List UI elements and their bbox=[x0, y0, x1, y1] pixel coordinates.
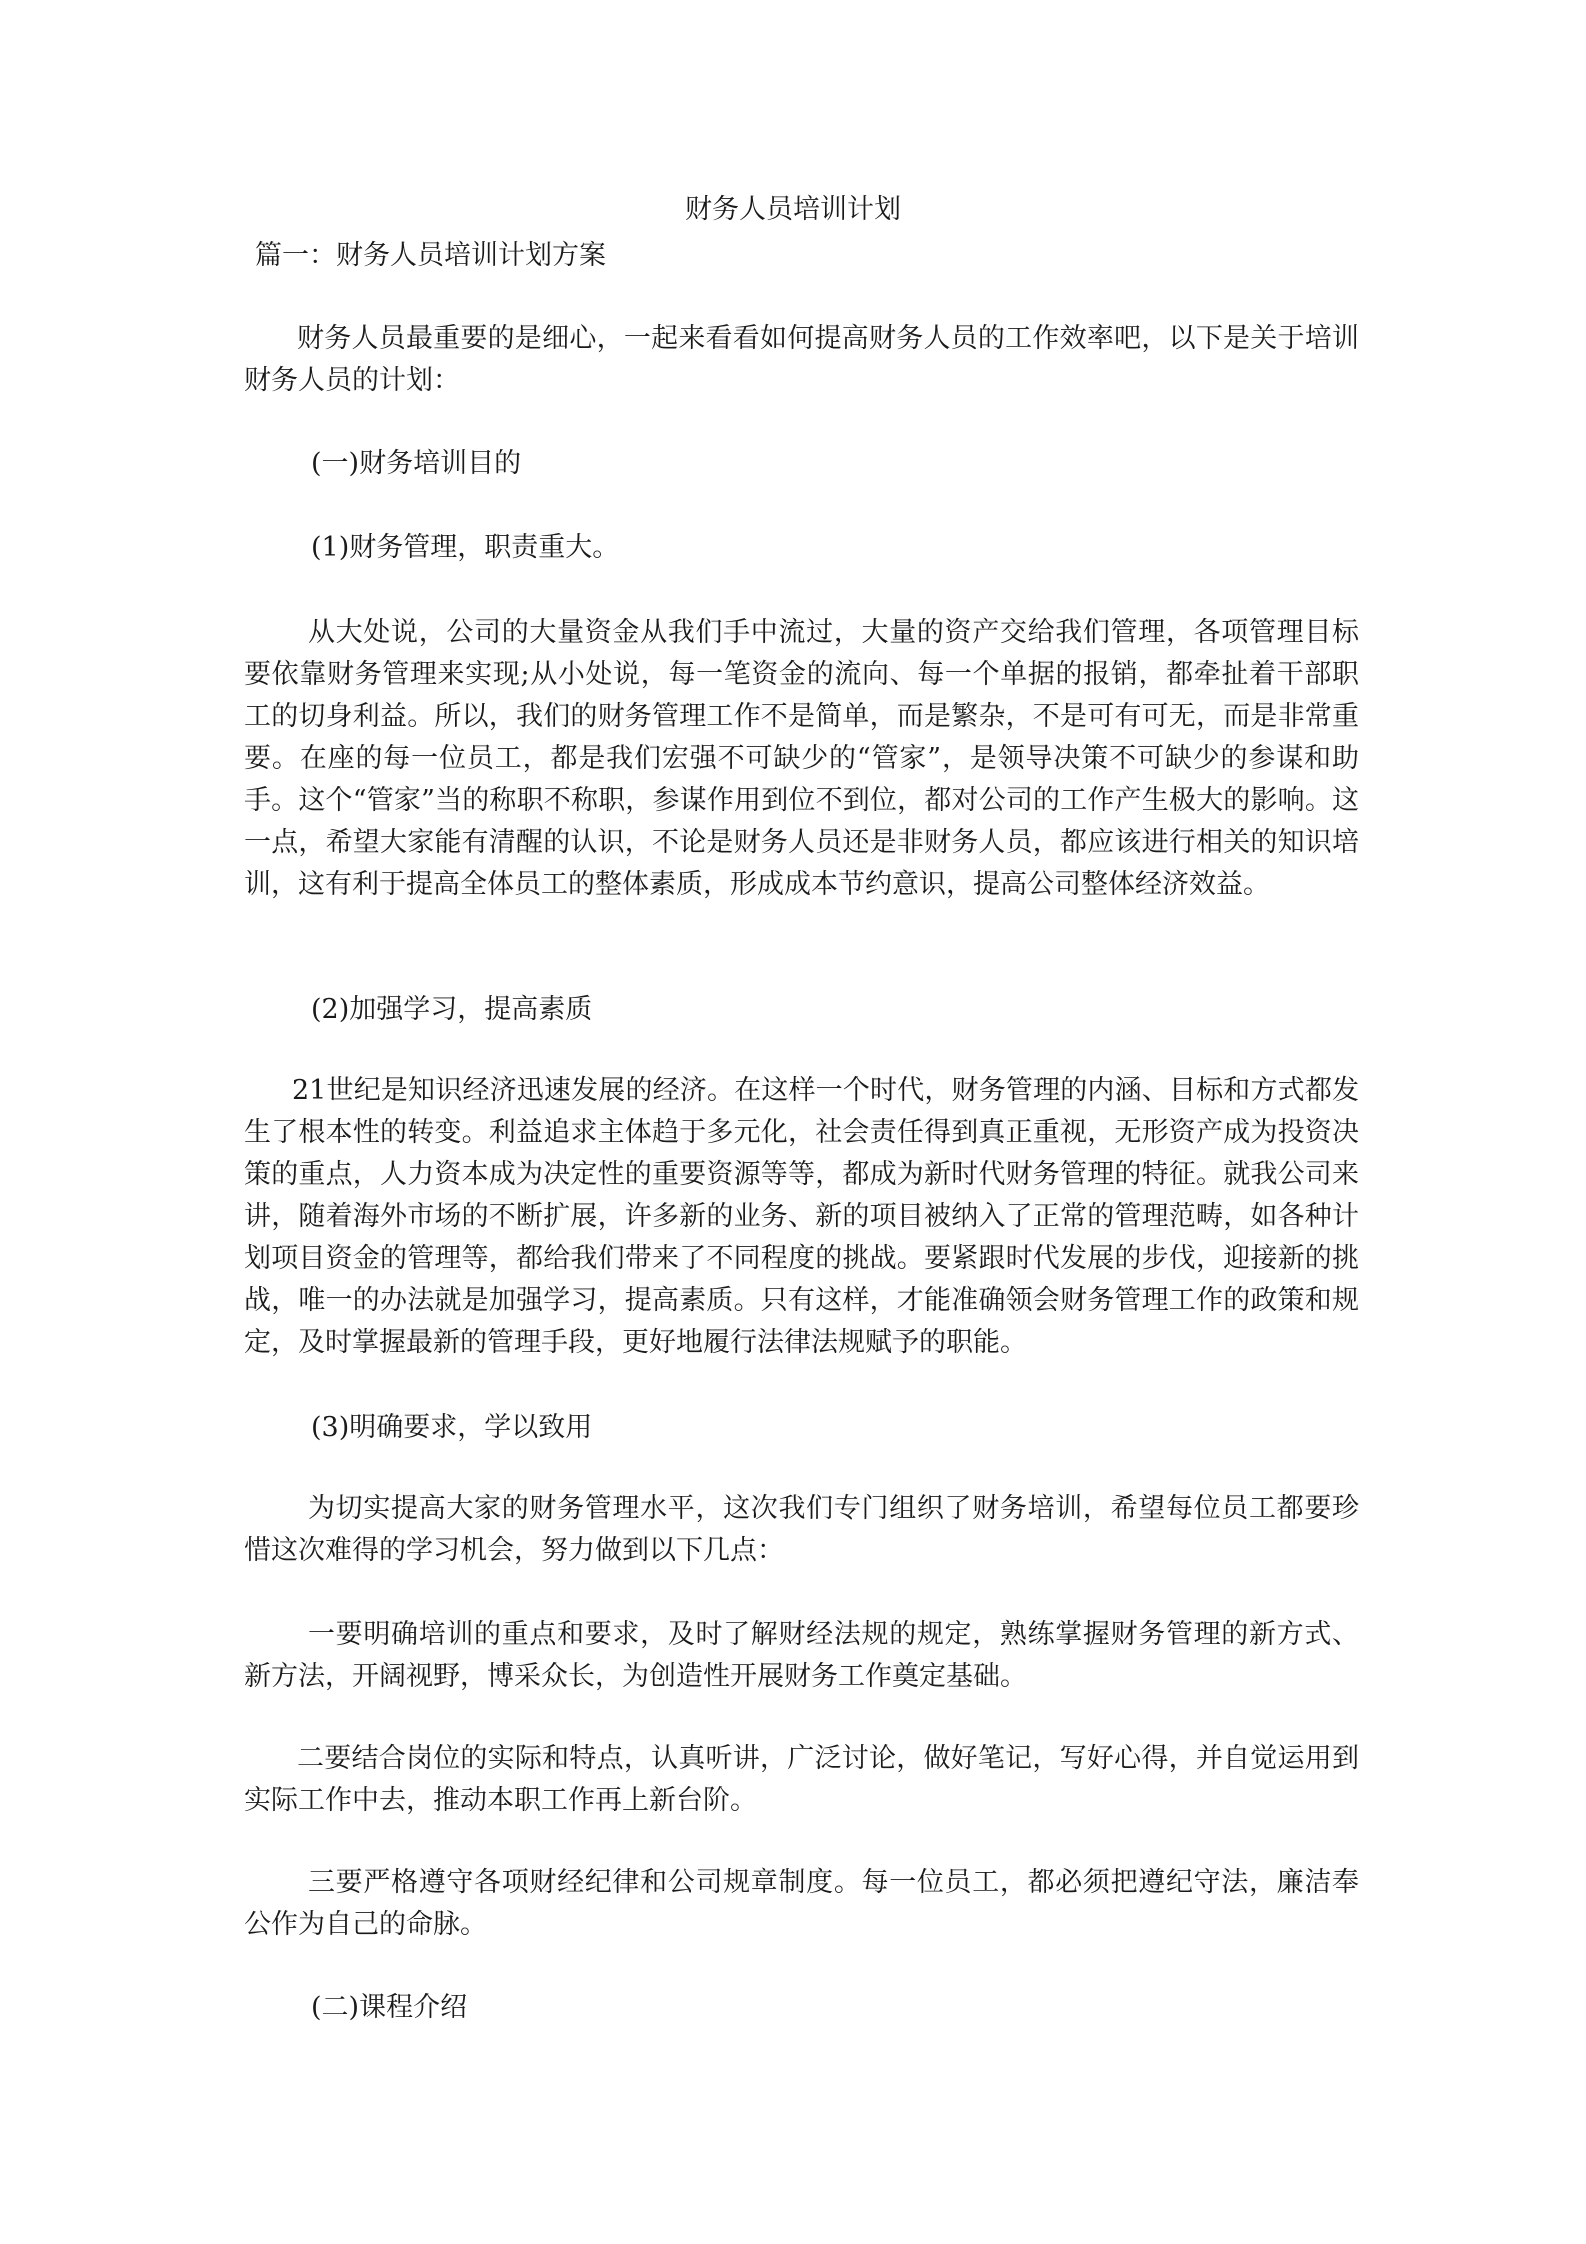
point-body-2: 21世纪是知识经济迅速发展的经济。在这样一个时代，财务管理的内涵、目标和方式都发生了根本性的转变。利益追求主体趋于多元化，社会责任得到真正重视，无形资产成为投资决策的重点，人力资本成为决定性的重要资源等等，都成为新时代财务管理的特征。就我公司来讲，随着海外市场的不断扩展，许多新的业务、新的项目被纳入了正常的管理范畴，如各种计划项目资金的管理等，都给我们带来了不同程度的挑战。要紧跟时代发展的步伐，迎接新的挑战，唯一的办法就是加强学习，提高素质。只有这样，才能准确领会财务管理工作的政策和规定，及时掌握最新的管理手段，更好地履行法律法规赋予的职能。 bbox=[244, 1075, 1359, 1358]
requirement-2: 二要结合岗位的实际和特点，认真听讲，广泛讨论，做好笔记，写好心得，并自觉运用到实际工作中去，推动本职工作再上新台阶。 bbox=[244, 1743, 1359, 1816]
document-title: 财务人员培训计划 bbox=[685, 194, 901, 225]
document-subtitle: 篇一：财务人员培训计划方案 bbox=[255, 240, 606, 271]
point-heading-2: (2)加强学习，提高素质 bbox=[311, 994, 593, 1025]
section-heading-courses: (二)课程介绍 bbox=[311, 1992, 468, 2023]
point-heading-1: (1)财务管理，职责重大。 bbox=[311, 532, 620, 563]
point-body-1: 从大处说，公司的大量资金从我们手中流过，大量的资产交给我们管理，各项管理目标要依靠财务管理来实现;从小处说，每一笔资金的流向、每一个单据的报销，都牵扯着干部职工的切身利益。所以，我们的财务管理工作不是简单，而是繁杂，不是可有可无，而是非常重要。在座的每一位员工，都是我们宏强不可缺少的“管家”，是领导决策不可缺少的参谋和助手。这个“管家”当的称职不称职，参谋作用到位不到位，都对公司的工作产生极大的影响。这一点，希望大家能有清醒的认识，不论是财务人员还是非财务人员，都应该进行相关的知识培训，这有利于提高全体员工的整体素质，形成成本节约意识，提高公司整体经济效益。 bbox=[244, 617, 1359, 900]
point-heading-3: (3)明确要求，学以致用 bbox=[311, 1412, 593, 1443]
point-body-3: 为切实提高大家的财务管理水平，这次我们专门组织了财务培训，希望每位员工都要珍惜这次难得的学习机会，努力做到以下几点： bbox=[244, 1493, 1359, 1566]
intro-paragraph: 财务人员最重要的是细心，一起来看看如何提高财务人员的工作效率吧，以下是关于培训财务人员的计划： bbox=[244, 323, 1359, 396]
section-heading-purpose: (一)财务培训目的 bbox=[311, 448, 522, 479]
requirement-1: 一要明确培训的重点和要求，及时了解财经法规的规定，熟练掌握财务管理的新方式、新方法，开阔视野，博采众长，为创造性开展财务工作奠定基础。 bbox=[244, 1619, 1359, 1692]
requirement-3: 三要严格遵守各项财经纪律和公司规章制度。每一位员工，都必须把遵纪守法，廉洁奉公作为自己的命脉。 bbox=[244, 1867, 1359, 1940]
